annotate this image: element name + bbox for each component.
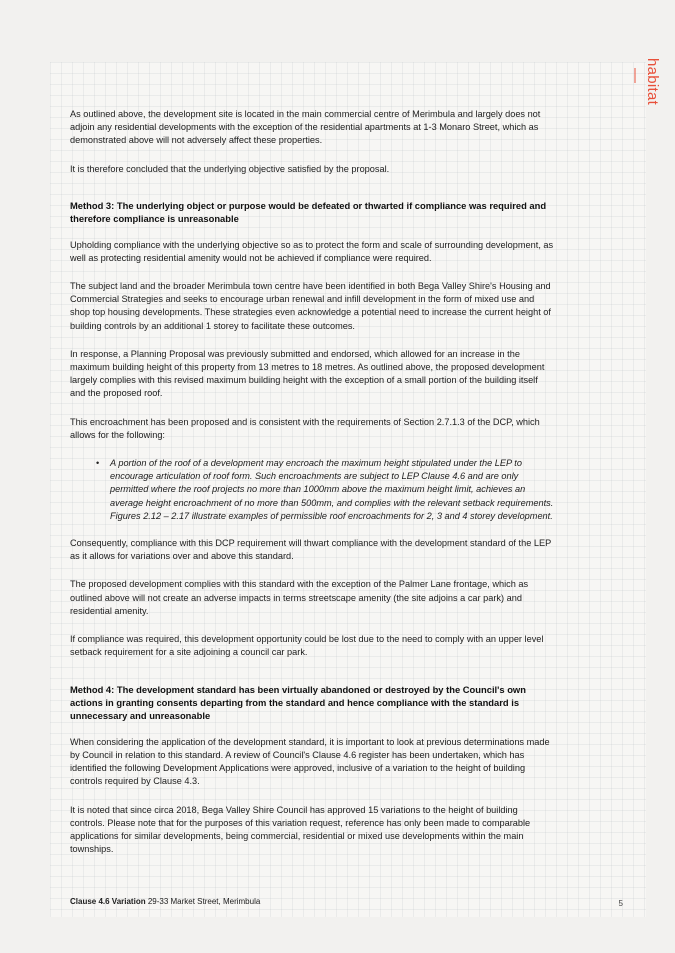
paragraph-method3-1: Upholding compliance with the underlying objective so as to protect the form and scale of surrounding development, as well as protecting residential amenity would not be achieved if compliance were required.	[70, 239, 554, 263]
heading-method-3: Method 3: The underlying object or purpose would be defeated or thwarted if compliance was required and therefore compliance is unreasonable	[70, 199, 547, 225]
paragraph-postbullet-1: Consequently, compliance with this DCP requirement will thwart compliance with the development standard of the LEP as it allows for variations over and above this standard.	[70, 538, 552, 562]
document-body	[70, 108, 554, 871]
paragraph-method4-2: It is noted that since circa 2018, Bega Valley Shire Council has approved 15 variations to the height of building controls. Please note that for the purposes of this variation request, reference has only been made to comparable applications for similar developments, being commercial, residential or mixed use developments within the main townships.	[70, 804, 531, 855]
paragraph-method3-4: This encroachment has been proposed and is consistent with the requirements of Section 2.7.1.3 of the DCP, which allows for the following:	[70, 416, 540, 440]
footer-label: Clause 4.6 Variation	[70, 897, 146, 906]
list-item: • A portion of the roof of a development may encroach the maximum height stipulated under the LEP to encourage articulation of roof form. Such encroachments are subject to LEP Clause 4.6 and are only permitted where the roof projects no more than 1000mm above the maximum height limit, achieves an average height encroachment of no more than 500mm, and complies with the relevant setback requirements. Figures 2.12 – 2.17 illustrate examples of permissible roof encroachments for 2, 3 and 4 storey development.	[110, 457, 554, 523]
page-number: 5	[618, 899, 623, 908]
brand-name: habitat	[644, 58, 661, 106]
heading-method-4: Method 4: The development standard has been virtually abandoned or destroyed by the Council's own actions in granting consents departing from the standard and hence compliance with the standard is unnecessary and unreasonable	[70, 683, 526, 722]
paragraph-postbullet-3: If compliance was required, this development opportunity could be lost due to the need to comply with an upper level setback requirement for a site adjoining a council car park.	[70, 634, 544, 658]
paragraph-method4-1: When considering the application of the development standard, it is important to look at previous determinations made by Council in relation to this standard. A review of Council's Clause 4.6 register has been undertaken, which has identified the following Development Applications were approved, inclusive of a variation to the height of building controls required by Clause 4.3.	[70, 736, 550, 787]
page-footer	[70, 897, 590, 906]
paragraph-method3-3: In response, a Planning Proposal was previously submitted and endorsed, which allowed for an increase in the maximum building height of this property from 13 metres to 18 metres. As outlined above, the proposed development largely complies with this revised maximum building height with the exception of a small portion of the building itself and the proposed roof.	[70, 348, 545, 399]
paragraph-intro-2: It is therefore concluded that the underlying objective satisfied by the proposal.	[70, 163, 390, 174]
dcp-quote-list	[70, 457, 554, 523]
brand-dash: —	[627, 68, 644, 84]
paragraph-postbullet-2: The proposed development complies with this standard with the exception of the Palmer Lane frontage, which as outlined above will not create an adverse impacts in terms streetscape amenity (the site adjoins a car park) and residential amenity.	[70, 579, 529, 616]
brand-logo	[627, 58, 661, 105]
footer-text: 29-33 Market Street, Merimbula	[145, 897, 261, 906]
paragraph-intro-1: As outlined above, the development site is located in the main commercial centre of Merimbula and largely does not adjoin any residential developments with the exception of the residential apartments at 1-3 Monaro Street, which as demonstrated above will not adversely affect these properties.	[70, 109, 541, 146]
paragraph-method3-2: The subject land and the broader Merimbula town centre have been identified in both Bega Valley Shire's Housing and Commercial Strategies and seeks to encourage urban renewal and infill development in the form of mixed use and shop top housing developments. These strategies even acknowledge a potential need to increase the current height of building controls by an additional 1 storey to facilitate these outcomes.	[70, 281, 551, 331]
